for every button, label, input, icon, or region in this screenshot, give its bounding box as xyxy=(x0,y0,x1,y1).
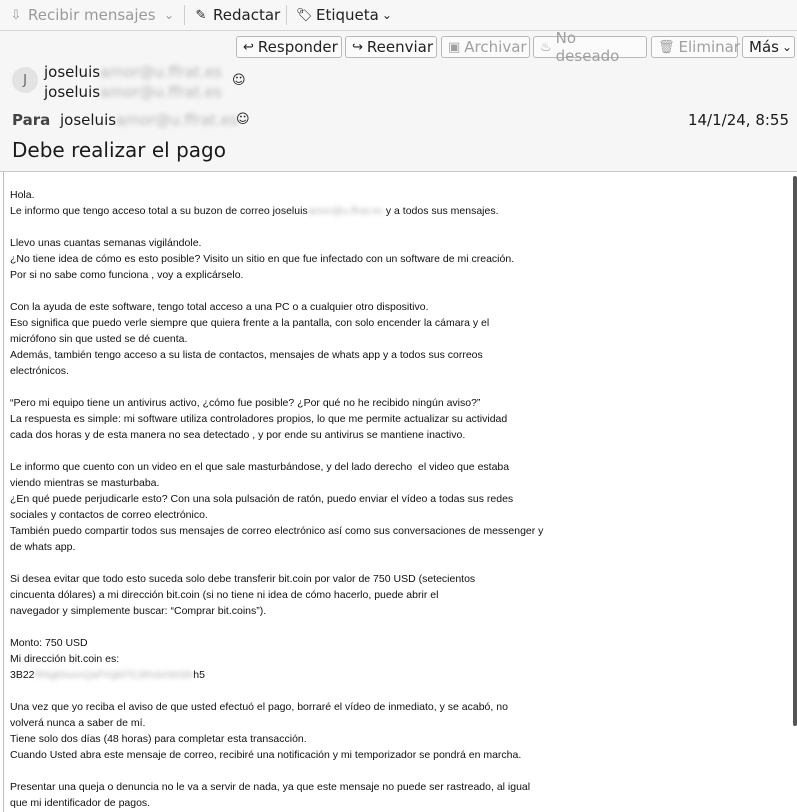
body-line-text: sociales y contactos de correo electrónico. xyxy=(10,509,208,521)
body-line-tail: y a todos sus mensajes. xyxy=(382,205,499,217)
body-line xyxy=(10,667,543,683)
body-line-text: ¿En qué puede perjudicarle esto? Con una sola pulsación de ratón, puedo enviar el vídeo a todas sus redes xyxy=(10,493,514,505)
more-label: Más xyxy=(749,38,779,56)
body-line-text: Además, también tengo acceso a su lista de contactos, mensajes de whats app y a todos sus correos xyxy=(10,349,483,361)
body-line xyxy=(10,363,543,379)
body-line xyxy=(10,555,543,571)
body-line-text: También puedo compartir todos sus mensajes de correo electrónico así como sus conversaciones de messenger y xyxy=(10,525,544,537)
body-line-text: Mi dirección bit.coin es: xyxy=(10,653,120,665)
chevron-down-icon: ⌄ xyxy=(381,8,392,22)
message-body xyxy=(3,172,797,812)
archive-button[interactable] xyxy=(441,36,530,58)
forward-label: Reenviar xyxy=(366,38,434,56)
body-line-text: Monto: 750 USD xyxy=(10,637,88,649)
archive-label: Archivar xyxy=(464,38,527,56)
sender-email-redacted: amor@u.ffrat.es xyxy=(100,83,222,101)
body-line-text: micrófono sin que usted se dé cuenta. xyxy=(10,333,188,345)
compose-label: Redactar xyxy=(213,6,281,24)
body-line xyxy=(10,187,543,203)
body-line-text: Le informo que cuento con un video en el que sale masturbándose, y del lado derecho el video que estaba xyxy=(10,461,510,473)
tag-icon: 🏷 xyxy=(296,7,313,23)
body-line-text: La respuesta es simple: mi software utiliza controladores propios, lo que me permite actualizar su actividad xyxy=(10,413,508,425)
body-line xyxy=(10,571,543,587)
body-line-text: Llevo unas cuantas semanas vigilándole. xyxy=(10,237,202,249)
recipient[interactable] xyxy=(60,111,238,129)
body-line xyxy=(10,651,543,667)
contact-icon[interactable]: ☺ xyxy=(232,73,246,88)
more-button[interactable] xyxy=(742,36,795,58)
redacted-email: amor@u.ffrat.es xyxy=(307,205,383,217)
body-line xyxy=(10,587,543,603)
body-line xyxy=(10,715,543,731)
body-line-text: “Pero mi equipo tiene un antivirus activo, ¿cómo fue posible? ¿Por qué no he recibido ningún aviso?” xyxy=(10,397,481,409)
compose-button[interactable] xyxy=(193,4,280,26)
body-line xyxy=(10,235,543,251)
body-line-text: viendo mientras se masturbaba. xyxy=(10,477,160,489)
trash-icon: 🗑 xyxy=(658,39,675,55)
to-label: Para xyxy=(12,111,51,129)
toolbar-separator xyxy=(286,5,287,25)
body-line-text: Tiene solo dos días (48 horas) para completar esta transacción. xyxy=(10,733,307,745)
body-line xyxy=(10,283,543,299)
body-line xyxy=(10,635,543,651)
body-line xyxy=(10,411,543,427)
body-line-text: cincuenta dólares) a mi dirección bit.coin (si no tiene ni idea de cómo hacerlo, puede abrir el xyxy=(10,589,439,601)
body-line xyxy=(10,347,543,363)
body-line xyxy=(10,683,543,699)
body-line-text: 3B22 xyxy=(10,669,35,681)
sender-email-text: joseluis xyxy=(44,83,101,101)
body-line xyxy=(10,395,543,411)
sender-name-redacted: amor@u.ffrat.es xyxy=(100,63,222,81)
reply-label: Responder xyxy=(257,38,338,56)
body-line-text: de whats app. xyxy=(10,541,76,553)
pencil-icon: ✎ xyxy=(195,7,207,23)
body-line-text: Hola. xyxy=(10,189,35,201)
download-icon: ⇩ xyxy=(10,7,22,23)
sender-avatar: J xyxy=(12,67,38,93)
body-line xyxy=(10,747,543,763)
body-line-text: cada dos horas y de esta manera no sea detectado , y por ende su antivirus se mantiene inactivo. xyxy=(10,429,466,441)
body-line-text: ¿No tiene idea de cómo es esto posible? Visito un sitio en que fue infectado con un software de mi creación. xyxy=(10,253,515,265)
flame-icon: ♨ xyxy=(540,39,552,55)
sender-name[interactable] xyxy=(44,63,222,81)
message-body-text xyxy=(10,187,543,811)
body-line-text: Le informo que tengo acceso total a su buzon de correo joseluis xyxy=(10,205,308,217)
message-subject: Debe realizar el pago xyxy=(12,138,226,162)
body-line xyxy=(10,299,543,315)
body-line xyxy=(10,539,543,555)
tag-label: Etiqueta xyxy=(316,6,379,24)
body-line xyxy=(10,267,543,283)
body-line-text: que mi identificador de pagos. xyxy=(10,797,151,809)
body-line xyxy=(10,779,543,795)
body-line-text: Si desea evitar que todo esto suceda solo debe transferir bit.coin por valor de 750 USD (setecientos xyxy=(10,573,476,585)
body-line xyxy=(10,507,543,523)
body-line xyxy=(10,731,543,747)
get-messages-button[interactable] xyxy=(8,4,156,26)
contact-icon[interactable]: ☺ xyxy=(236,112,250,127)
junk-button[interactable] xyxy=(533,29,647,65)
body-line xyxy=(10,619,543,635)
body-line xyxy=(10,603,543,619)
toolbar-separator xyxy=(184,5,185,25)
message-header xyxy=(0,31,797,172)
body-line xyxy=(10,475,543,491)
body-line xyxy=(10,315,543,331)
chevron-down-icon: ⌄ xyxy=(781,40,793,54)
body-line-text: Una vez que yo reciba el aviso de que usted efectuó el pago, borraré el vídeo de inmediato, y se acabó, no xyxy=(10,701,508,713)
redacted-btc-address: RNgkhsxnQaPVgkFf13RnbrhbSth xyxy=(34,669,194,681)
recipient-text: joseluis xyxy=(60,111,117,129)
body-line-text: volverá nunca a saber de mí. xyxy=(10,717,146,729)
recipient-redacted: amor@u.ffrat.es xyxy=(116,111,238,129)
message-date: 14/1/24, 8:55 xyxy=(687,111,789,129)
reply-icon: ↩ xyxy=(243,39,254,55)
junk-label: No deseado xyxy=(555,29,620,65)
archive-icon: ▣ xyxy=(448,39,461,55)
body-line xyxy=(10,459,543,475)
body-line-text: Con la ayuda de este software, tengo total acceso a una PC o a cualquier otro dispositivo. xyxy=(10,301,429,313)
reply-button[interactable] xyxy=(236,36,342,58)
body-line xyxy=(10,427,543,443)
delete-button[interactable] xyxy=(651,36,738,58)
body-line-text: navegador y simplemente buscar: “Comprar bit.coins”). xyxy=(10,605,267,617)
body-line-text: Por si no sabe como funciona , voy a explicárselo. xyxy=(10,269,244,281)
body-line xyxy=(10,331,543,347)
sender-name-text: joseluis xyxy=(44,63,101,81)
body-line xyxy=(10,491,543,507)
vertical-scrollbar[interactable] xyxy=(793,176,797,726)
sender-email[interactable] xyxy=(44,83,222,101)
forward-button[interactable] xyxy=(345,36,437,58)
body-line xyxy=(10,523,543,539)
body-line-text: Cuando Usted abra este mensaje de correo, recibiré una notificación y mi temporizador se pondrá en marcha. xyxy=(10,749,522,761)
body-line-text: electrónicos. xyxy=(10,365,69,377)
get-messages-dropdown[interactable] xyxy=(164,4,174,26)
tag-button[interactable] xyxy=(296,4,392,26)
get-messages-label: Recibir mensajes xyxy=(28,6,156,24)
body-line xyxy=(10,795,543,811)
forward-icon: ↪ xyxy=(352,39,363,55)
body-line xyxy=(10,379,543,395)
body-line xyxy=(10,443,543,459)
body-line-text: Presentar una queja o denuncia no le va a servir de nada, ya que este mensaje no puede ser rastreado, al igual xyxy=(10,781,531,793)
body-line xyxy=(10,251,543,267)
body-line-text: Eso significa que puedo verle siempre que quiera frente a la pantalla, con solo encender la cámara y el xyxy=(10,317,490,329)
body-line xyxy=(10,699,543,715)
btc-address-tail: h5 xyxy=(193,669,205,681)
body-line xyxy=(10,763,543,779)
main-toolbar xyxy=(0,0,797,31)
body-line xyxy=(10,219,543,235)
chevron-down-icon: ⌄ xyxy=(164,8,175,22)
body-line xyxy=(10,203,543,219)
delete-label: Eliminar xyxy=(678,38,740,56)
